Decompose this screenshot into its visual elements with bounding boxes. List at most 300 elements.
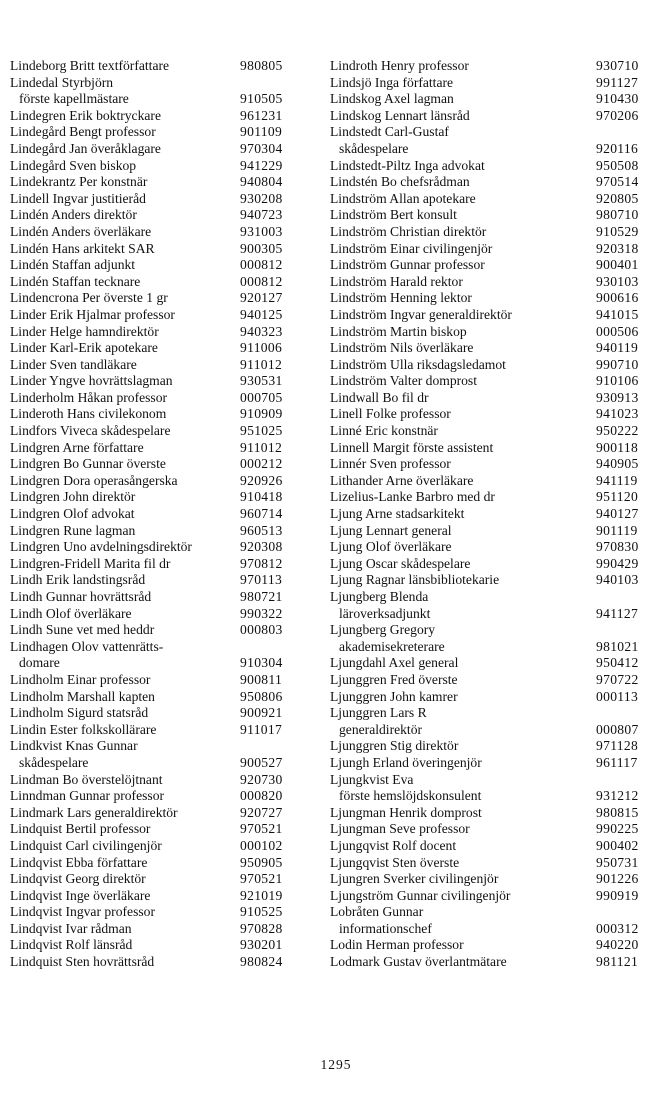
entry-code: 000212: [240, 456, 283, 472]
entry-name: [330, 904, 432, 937]
entry-name: [330, 937, 464, 954]
entry-name: [10, 606, 132, 623]
register-entry: [330, 58, 660, 75]
register-entry: [10, 954, 300, 971]
entry-name-line: Linné Eric konstnär: [330, 423, 438, 439]
register-entry: [330, 572, 660, 589]
entry-code: 950731: [596, 854, 639, 870]
entry-name: [10, 373, 173, 390]
register-entry: [330, 888, 660, 905]
register-entry: [10, 622, 300, 639]
entry-name-line: Ljunggren Lars R: [330, 705, 427, 721]
register-entry: [10, 606, 300, 623]
entry-name: [330, 108, 470, 125]
register-entry: [10, 921, 300, 938]
register-entry: [10, 838, 300, 855]
register-entry: [10, 108, 300, 125]
register-entry: [330, 373, 660, 390]
entry-name: [10, 572, 145, 589]
register-entry: [10, 390, 300, 407]
entry-name-line: Linder Sven tandläkare: [10, 356, 137, 372]
entry-name-line: Lindström Henning lektor: [330, 290, 472, 306]
entry-name: [10, 523, 135, 540]
register-entry: [330, 108, 660, 125]
entry-name: [330, 954, 507, 971]
entry-name-line: Lindström Ulla riksdagsledamot: [330, 356, 506, 372]
entry-name-line: Lindqvist Georg direktör: [10, 871, 146, 887]
entry-code: 940723: [240, 207, 283, 223]
entry-name-line: Lindroth Henry professor: [330, 58, 469, 73]
register-entry: [330, 174, 660, 191]
entry-name: [10, 324, 159, 341]
entry-name: [330, 406, 451, 423]
register-entry: [10, 572, 300, 589]
register-entry: [330, 489, 660, 506]
entry-code: 910304: [240, 655, 283, 671]
entry-code: 981021: [596, 638, 639, 654]
entry-name-line: Lindqvist Rolf länsråd: [10, 937, 133, 953]
entry-code: 910525: [240, 904, 283, 920]
entry-name-line: Lindén Staffan adjunkt: [10, 257, 136, 273]
entry-code: 900527: [240, 754, 283, 770]
entry-code: 940103: [596, 572, 639, 588]
register-entry: [330, 738, 660, 755]
entry-code: 990710: [596, 356, 639, 372]
entry-name: [330, 440, 493, 457]
entry-code: 940220: [596, 937, 639, 953]
entry-code: 940119: [596, 340, 639, 356]
register-entry: [10, 705, 300, 722]
entry-code: 901226: [596, 871, 639, 887]
entry-name-line: Ljungberg Gregory: [330, 622, 436, 638]
entry-name: [10, 473, 178, 490]
register-entry: [10, 357, 300, 374]
entry-name-line: Lindström Einar civilingenjör: [330, 240, 493, 256]
entry-name-line: Lindegren Erik boktryckare: [10, 107, 161, 123]
entry-name-line: Ljungberg Blenda: [330, 589, 429, 604]
register-entry: [330, 207, 660, 224]
register-entry: [10, 489, 300, 506]
entry-name-line: Ljungdahl Axel general: [330, 655, 459, 671]
entry-name: [10, 954, 154, 971]
entry-name-line: Linder Yngve hovrättslagman: [10, 373, 173, 389]
register-entry: [10, 904, 300, 921]
entry-name: [330, 821, 470, 838]
entry-name: [10, 821, 150, 838]
entry-name: [10, 738, 138, 771]
entry-name-line: Linnér Sven professor: [330, 456, 451, 472]
entry-name-line: Lindkvist Knas Gunnar: [10, 738, 138, 754]
entry-name-line: Ljung Lennart general: [330, 522, 452, 538]
entry-name-line: Lindgren Dora operasångerska: [10, 472, 178, 488]
entry-name-line: Lindgren Rune lagman: [10, 522, 136, 538]
entry-code: 000812: [240, 257, 283, 273]
entry-name-line: Linell Folke professor: [330, 406, 451, 422]
entry-code: 901109: [240, 124, 283, 140]
register-entry: [10, 473, 300, 490]
register-entry: [330, 821, 660, 838]
entry-name: [10, 423, 170, 440]
entry-code: 961231: [240, 107, 283, 123]
register-entry: [10, 722, 300, 739]
entry-name-line: Lindegård Bengt professor: [10, 124, 156, 140]
entry-name: [10, 75, 129, 108]
entry-code: 970514: [596, 174, 639, 190]
entry-code: 940804: [240, 174, 283, 190]
entry-code: 971128: [596, 738, 639, 754]
entry-name: [10, 855, 147, 872]
register-entry: [10, 58, 300, 75]
entry-code: 970812: [240, 555, 283, 571]
entry-name-line: Lindin Ester folkskollärare: [10, 721, 157, 737]
entry-name-continuation: domare: [19, 655, 60, 671]
entry-code: 930201: [240, 937, 283, 953]
entry-name: [330, 871, 498, 888]
entry-name: [10, 639, 163, 672]
entry-name: [330, 489, 495, 506]
entry-code: 910529: [596, 223, 639, 239]
entry-name: [330, 340, 473, 357]
entry-code: 000506: [596, 323, 639, 339]
entry-name-line: Lindquist Carl civilingenjör: [10, 837, 162, 853]
entry-code: 950806: [240, 688, 283, 704]
entry-name: [330, 738, 458, 755]
entry-name-continuation: skådespelare: [339, 140, 409, 156]
entry-name: [330, 257, 485, 274]
entry-name-line: Lindeborg Britt textförfattare: [10, 58, 170, 73]
entry-name: [330, 58, 469, 75]
register-entry: [10, 158, 300, 175]
entry-name-line: Lindgren Uno avdelningsdirektör: [10, 539, 192, 555]
entry-name-line: Lindström Ingvar generaldirektör: [330, 306, 512, 322]
entry-code: 900118: [596, 439, 639, 455]
register-entry: [330, 772, 660, 805]
register-entry: [330, 689, 660, 706]
entry-name-line: Lindén Anders överläkare: [10, 223, 152, 239]
entry-name-line: Lindwall Bo fil dr: [330, 389, 429, 405]
entry-name: [10, 722, 156, 739]
entry-name-line: Linndman Gunnar professor: [10, 788, 165, 804]
entry-code: 970521: [240, 821, 283, 837]
entry-name: [10, 838, 162, 855]
entry-code: 980815: [596, 804, 639, 820]
entry-code: 920308: [240, 539, 283, 555]
register-entry: [10, 805, 300, 822]
entry-name: [330, 207, 457, 224]
entry-name: [10, 937, 132, 954]
entry-name-continuation: läroverksadjunkt: [339, 605, 431, 621]
entry-name-line: Lindström Gunnar professor: [330, 257, 485, 273]
entry-name: [10, 58, 169, 75]
entry-code: 930103: [596, 273, 639, 289]
entry-name-line: Ljungström Gunnar civilingenjör: [330, 887, 511, 903]
entry-code: 921019: [240, 887, 283, 903]
entry-name: [10, 589, 151, 606]
entry-name-continuation: informationschef: [339, 920, 432, 936]
register-entry: [10, 274, 300, 291]
entry-name-line: Lindekrantz Per konstnär: [10, 174, 148, 190]
entry-name: [10, 307, 175, 324]
register-entry: [10, 772, 300, 789]
entry-name-line: Lindström Harald rektor: [330, 273, 463, 289]
entry-code: 930208: [240, 190, 283, 206]
entry-code: 950508: [596, 157, 639, 173]
entry-code: 970206: [596, 107, 639, 123]
entry-name: [10, 390, 167, 407]
entry-name: [10, 257, 135, 274]
entry-code: 911006: [240, 340, 283, 356]
register-entry: [10, 324, 300, 341]
register-entry: [10, 506, 300, 523]
entry-name: [10, 340, 158, 357]
entry-code: 950222: [596, 423, 639, 439]
register-entry: [330, 755, 660, 772]
register-entry: [330, 904, 660, 937]
entry-code: 910418: [240, 489, 283, 505]
register-entry: [10, 539, 300, 556]
entry-code: 951025: [240, 423, 283, 439]
entry-name-line: Lindedal Styrbjörn: [10, 74, 114, 90]
register-entry: [330, 440, 660, 457]
register-entry: [330, 622, 660, 655]
register-entry: [10, 340, 300, 357]
entry-code: 960714: [240, 506, 283, 522]
entry-name-line: Lindstén Bo chefsrådman: [330, 174, 470, 190]
entry-name: [10, 241, 155, 258]
register-entry: [330, 523, 660, 540]
entry-code: 990429: [596, 555, 639, 571]
entry-name-line: Lithander Arne överläkare: [330, 472, 474, 488]
entry-code: 930531: [240, 373, 283, 389]
entry-name-line: Lindh Olof överläkare: [10, 605, 132, 621]
entry-code: 980805: [240, 58, 283, 73]
entry-code: 920127: [240, 290, 283, 306]
entry-code: 990225: [596, 821, 639, 837]
entry-name: [10, 406, 166, 423]
entry-name: [330, 241, 492, 258]
register-entry: [330, 290, 660, 307]
entry-name-line: Lindgren Bo Gunnar överste: [10, 456, 166, 472]
entry-code: 000803: [240, 622, 283, 638]
entry-name: [10, 888, 150, 905]
register-entry: [330, 357, 660, 374]
entry-name: [330, 855, 459, 872]
entry-name-line: Ljunggren Stig direktör: [330, 738, 459, 754]
entry-name-line: Linder Helge hamndirektör: [10, 323, 159, 339]
register-entry: [330, 423, 660, 440]
entry-name: [10, 357, 137, 374]
entry-name-line: Lobråten Gunnar: [330, 904, 424, 920]
entry-code: 910430: [596, 91, 639, 107]
entry-name-line: Lindh Erik landstingsråd: [10, 572, 146, 588]
entry-name: [10, 274, 140, 291]
entry-name-line: Lindman Bo överstelöjtnant: [10, 771, 163, 787]
entry-name: [10, 174, 147, 191]
entry-name-line: Lindström Nils överläkare: [330, 340, 474, 356]
entry-name-line: Lindqvist Ingvar professor: [10, 904, 155, 920]
entry-code: 970113: [240, 572, 283, 588]
entry-code: 961117: [596, 754, 638, 770]
entry-name: [330, 456, 451, 473]
entry-code: 940905: [596, 456, 639, 472]
register-entry: [330, 473, 660, 490]
entry-code: 900401: [596, 257, 639, 273]
register-entry: [330, 324, 660, 341]
entry-name-line: Lindegård Jan överåklagare: [10, 140, 161, 156]
entry-name: [10, 489, 135, 506]
register-entry: [10, 141, 300, 158]
register-entry: [10, 207, 300, 224]
entry-code: 940127: [596, 506, 639, 522]
entry-name: [330, 390, 429, 407]
entry-name-line: Linderoth Hans civilekonom: [10, 406, 167, 422]
register-entry: [10, 689, 300, 706]
entry-name-line: Lindmark Lars generaldirektör: [10, 804, 178, 820]
register-entry: [330, 838, 660, 855]
entry-code: 910505: [240, 91, 283, 107]
entry-code: 940125: [240, 306, 283, 322]
entry-name-line: Lindstedt Carl-Gustaf: [330, 124, 449, 140]
entry-name: [330, 75, 453, 92]
entry-code: 990322: [240, 605, 283, 621]
register-entry: [330, 871, 660, 888]
entry-name: [330, 523, 452, 540]
register-entry: [330, 705, 660, 738]
entry-name-continuation: förste kapellmästare: [19, 91, 129, 107]
entry-name-line: Lindh Gunnar hovrättsråd: [10, 589, 152, 604]
register-entry: [10, 738, 300, 771]
register-entry: [330, 241, 660, 258]
entry-name-line: Lindén Hans arkitekt SAR: [10, 240, 155, 256]
entry-name: [10, 904, 155, 921]
entry-name: [330, 772, 481, 805]
entry-code: 941119: [596, 472, 638, 488]
entry-code: 000812: [240, 273, 283, 289]
register-entry: [330, 589, 660, 622]
register-entry: [10, 871, 300, 888]
register-entry: [330, 805, 660, 822]
entry-name: [10, 805, 178, 822]
entry-name: [10, 871, 146, 888]
entry-code: 930710: [596, 58, 639, 73]
entry-name-line: Lindholm Marshall kapten: [10, 688, 155, 704]
register-entry: [330, 257, 660, 274]
register-entry: [10, 307, 300, 324]
entry-code: 000820: [240, 788, 283, 804]
register-entry: [330, 539, 660, 556]
register-entry: [10, 523, 300, 540]
entry-name-line: Lindhagen Olov vattenrätts-: [10, 638, 164, 654]
entry-code: 970521: [240, 871, 283, 887]
entry-name: [10, 539, 192, 556]
register-entry: [330, 224, 660, 241]
entry-name: [10, 921, 132, 938]
entry-code: 000807: [596, 721, 639, 737]
entry-name-line: Lindén Anders direktör: [10, 207, 137, 223]
entry-code: 000312: [596, 920, 639, 936]
register-entry: [10, 855, 300, 872]
entry-name: [10, 689, 155, 706]
entry-code: 941127: [596, 605, 639, 621]
entry-name-line: Linnell Margit förste assistent: [330, 439, 494, 455]
entry-name: [330, 158, 485, 175]
entry-code: 950905: [240, 854, 283, 870]
register-entry: [10, 672, 300, 689]
entry-code: 960513: [240, 522, 283, 538]
entry-name: [330, 805, 482, 822]
entry-name-line: Ljungman Seve professor: [330, 821, 470, 837]
register-entry: [330, 191, 660, 208]
entry-name-continuation: generaldirektör: [339, 721, 423, 737]
register-entry: [10, 456, 300, 473]
entry-name-line: Lindström Martin biskop: [330, 323, 467, 339]
entry-name-line: Lindqvist Ivar rådman: [10, 920, 132, 936]
entry-name: [330, 888, 510, 905]
entry-name: [10, 158, 136, 175]
entry-code: 901119: [596, 522, 638, 538]
entry-name: [10, 672, 150, 689]
register-entry: [330, 274, 660, 291]
register-entry: [330, 506, 660, 523]
entry-code: 910106: [596, 373, 639, 389]
register-entry: [10, 373, 300, 390]
entry-name-line: Lindstedt-Piltz Inga advokat: [330, 157, 485, 173]
entry-code: 000113: [596, 688, 639, 704]
register-entry: [330, 390, 660, 407]
entry-name: [330, 572, 499, 589]
entry-name: [10, 124, 156, 141]
entry-name-line: Linderholm Håkan professor: [10, 389, 168, 405]
entry-name-line: Lindén Staffan tecknare: [10, 273, 141, 289]
entry-name: [10, 556, 170, 573]
entry-name-line: Lizelius-Lanke Barbro med dr: [330, 489, 495, 505]
register-entry: [330, 855, 660, 872]
register-entry: [10, 290, 300, 307]
register-entry: [10, 821, 300, 838]
entry-code: 900616: [596, 290, 639, 306]
entry-name: [330, 191, 476, 208]
entry-name-line: Lindsjö Inga författare: [330, 74, 454, 90]
entry-name-line: Lindström Valter domprost: [330, 373, 478, 389]
entry-name-line: Lodin Herman professor: [330, 937, 464, 953]
entry-name: [330, 307, 512, 324]
register-entry: [330, 158, 660, 175]
register-entry: [10, 241, 300, 258]
entry-name: [330, 672, 458, 689]
entry-name-line: Lindquist Bertil professor: [10, 821, 151, 837]
entry-name: [10, 224, 151, 241]
entry-name: [330, 290, 472, 307]
entry-name: [10, 290, 168, 307]
entry-name-line: Lindström Allan apotekare: [330, 190, 476, 206]
register-entry: [10, 124, 300, 141]
entry-name-continuation: skådespelare: [19, 754, 89, 770]
entry-name-line: Ljungqvist Rolf docent: [330, 837, 457, 853]
entry-name: [10, 456, 166, 473]
entry-name: [330, 373, 477, 390]
entry-code: 980721: [240, 589, 283, 604]
register-entry: [10, 224, 300, 241]
entry-name: [10, 622, 154, 639]
register-entry: [330, 340, 660, 357]
entry-name-line: Lindholm Einar professor: [10, 671, 151, 687]
entry-name: [10, 772, 163, 789]
entry-name: [10, 506, 135, 523]
register-entry: [330, 456, 660, 473]
entry-name-line: Ljungkvist Eva: [330, 771, 414, 787]
register-entry: [10, 589, 300, 606]
entry-code: 981121: [596, 954, 639, 970]
